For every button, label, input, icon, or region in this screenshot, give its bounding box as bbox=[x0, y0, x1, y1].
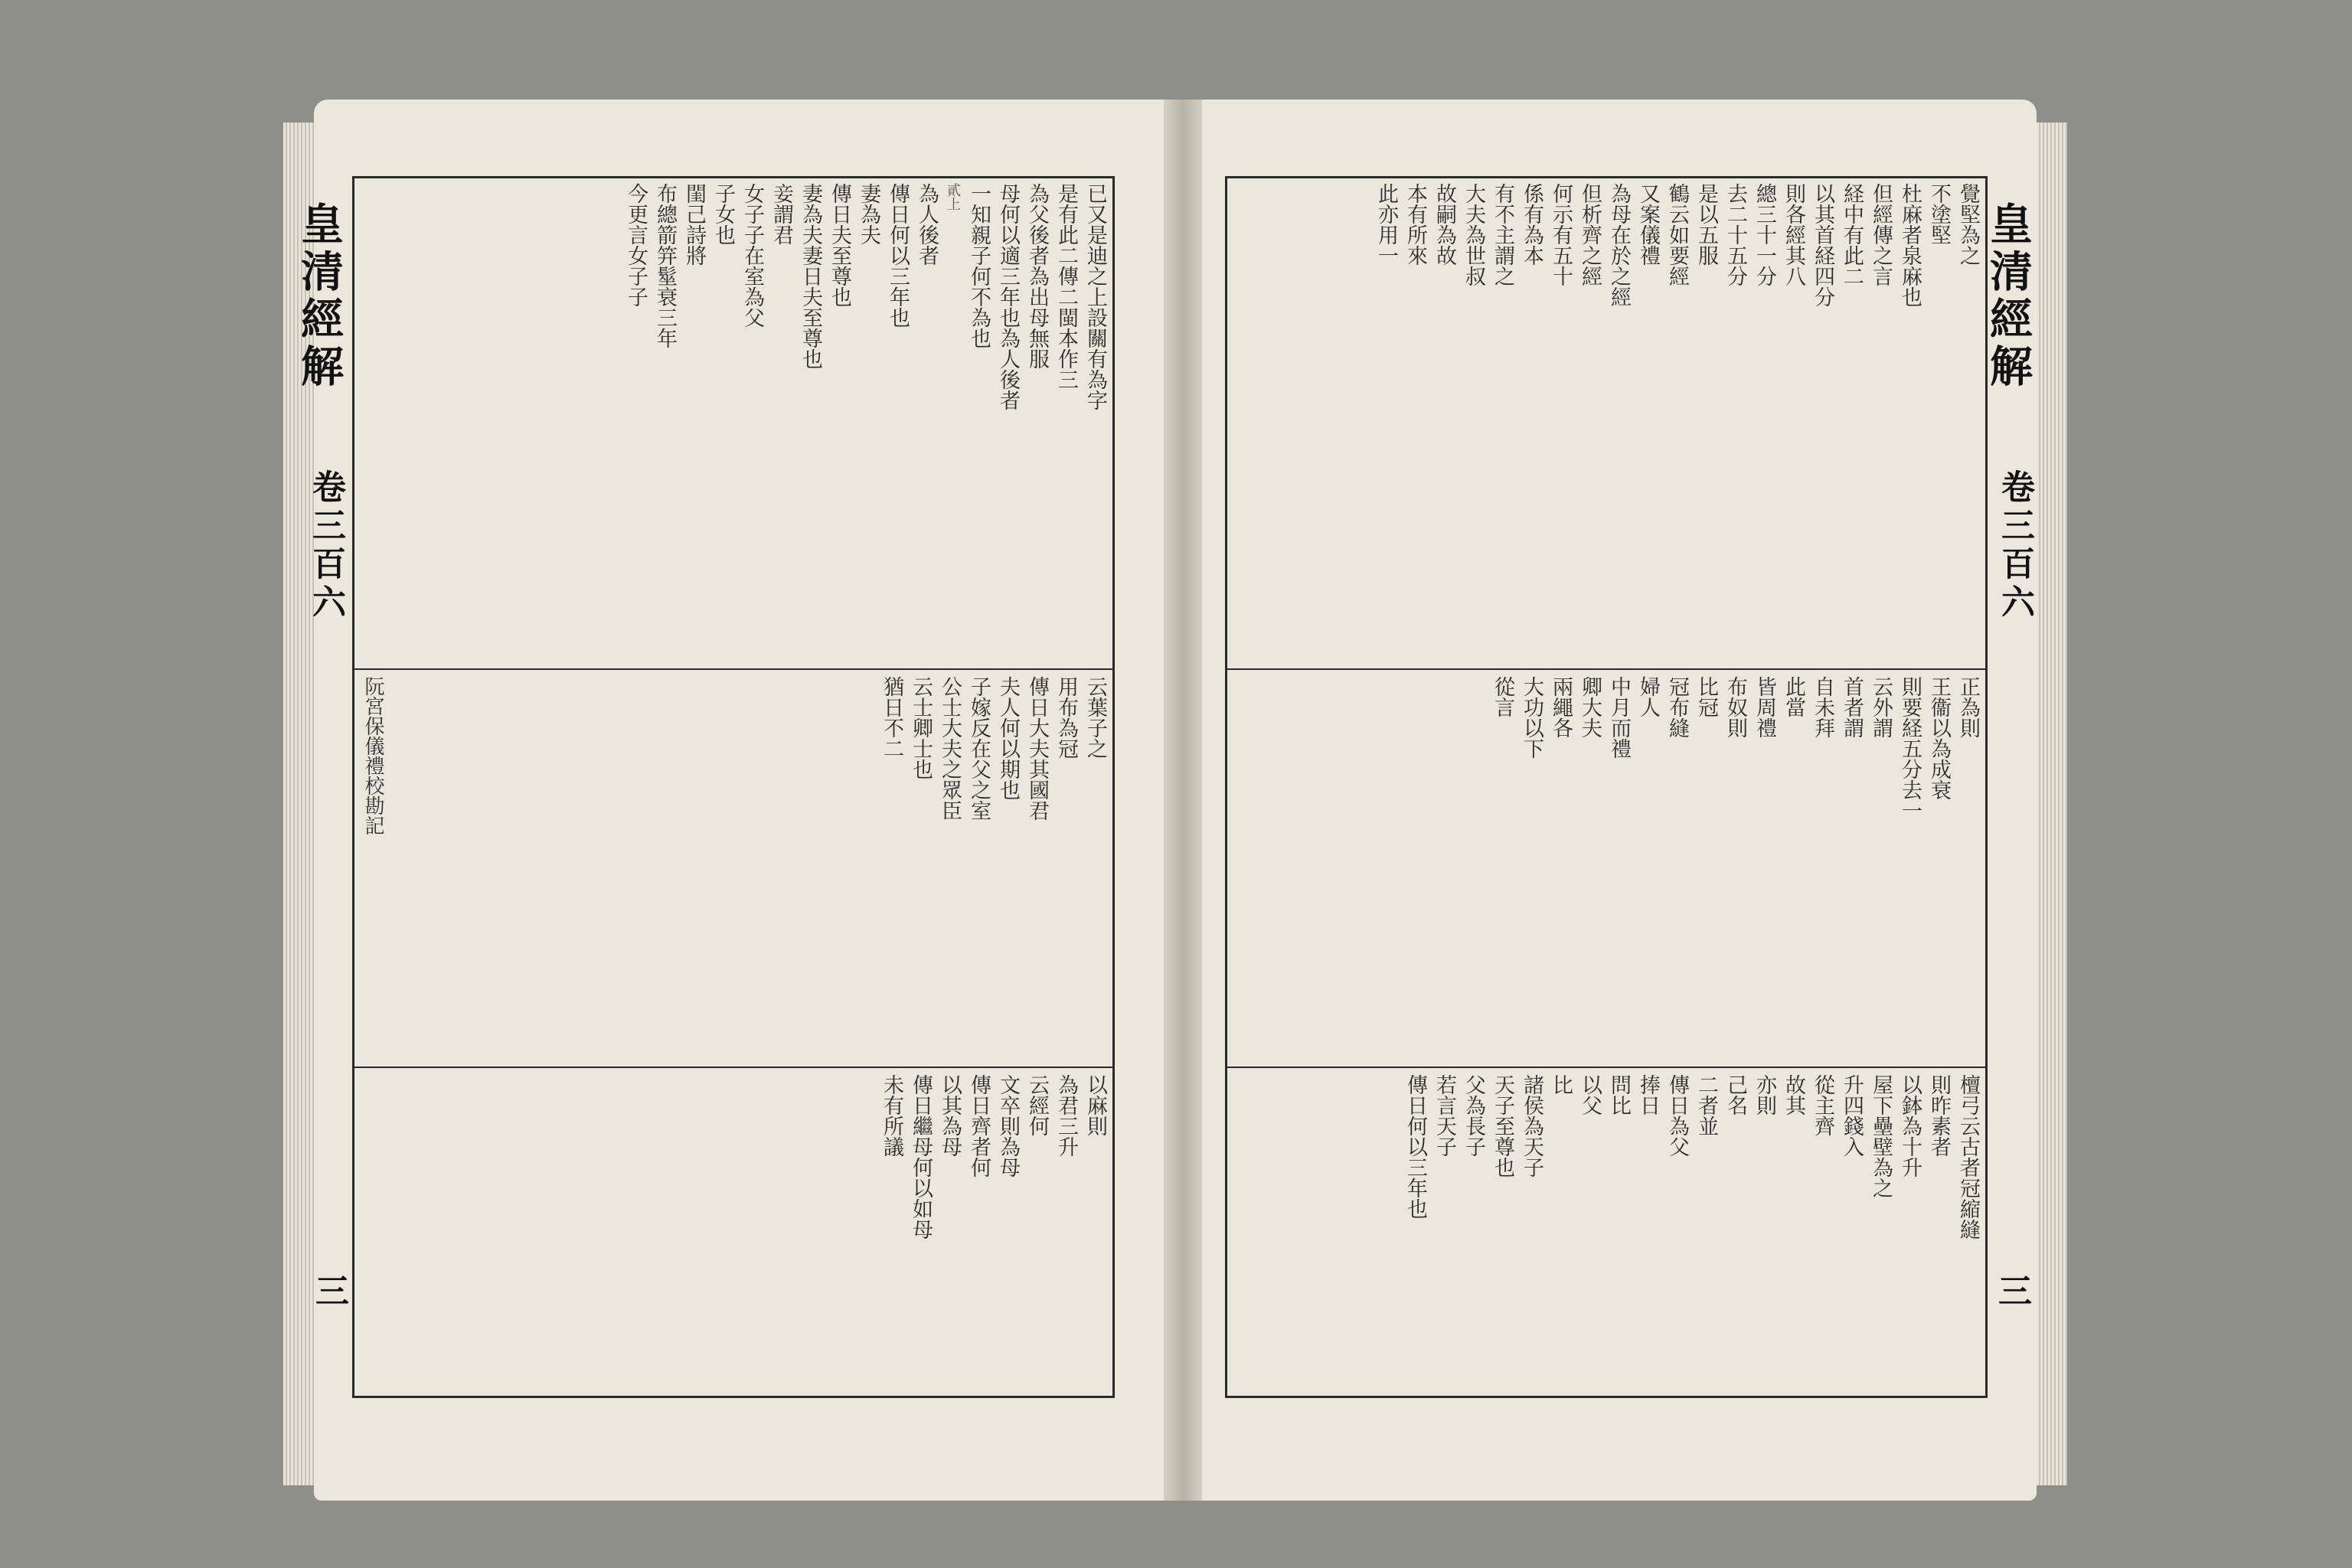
left-top-col: 為人後者 bbox=[915, 183, 939, 266]
right-register-rule-1 bbox=[1227, 668, 1985, 670]
left-mid-col: 猶日不二 bbox=[880, 676, 903, 759]
left-top-col: 女子子在室為父 bbox=[740, 183, 764, 328]
left-bot-col: 以麻則 bbox=[1083, 1074, 1107, 1136]
right-bot-col: 升四錢入 bbox=[1840, 1074, 1864, 1157]
right-top-col: 去二十五分 bbox=[1723, 183, 1747, 286]
right-bot-col: 若言天子 bbox=[1432, 1074, 1456, 1157]
right-mid-col: 皆周禮 bbox=[1753, 676, 1776, 738]
right-text-frame bbox=[1225, 176, 2034, 1398]
right-top-col: 此亦用一 bbox=[1374, 183, 1398, 266]
right-top-col: 是以五服 bbox=[1694, 183, 1718, 266]
right-top-col: 大夫為世叔 bbox=[1462, 183, 1485, 286]
right-mid-col: 王衞以為成衰 bbox=[1927, 676, 1951, 800]
left-footer-note: 阮宮保儀禮校勘記 bbox=[361, 676, 384, 835]
right-bot-col: 天子至尊也 bbox=[1491, 1074, 1514, 1178]
right-bot-col: 傳日為父 bbox=[1665, 1074, 1689, 1157]
right-bot-col: 檀弓云古者冠縮縫 bbox=[1956, 1074, 1980, 1240]
left-top-col: 母何以適三年也為人後者 bbox=[996, 183, 1020, 410]
open-book bbox=[283, 77, 2067, 1531]
right-top-col: 本有所來 bbox=[1403, 183, 1427, 266]
left-mid-col: 傳日大夫其國君 bbox=[1025, 676, 1049, 821]
right-bot-col: 捧日 bbox=[1636, 1074, 1660, 1116]
right-top-col: 故嗣為故 bbox=[1432, 183, 1456, 266]
right-margin-title: 皇清經解 bbox=[1983, 201, 2034, 391]
book-spine bbox=[1164, 100, 1202, 1501]
right-register-rule-2 bbox=[1227, 1067, 1985, 1068]
left-top-col: 已又是迪之上設關有為字 bbox=[1083, 183, 1107, 410]
right-top-col: 係有為本 bbox=[1520, 183, 1544, 266]
right-bot-col: 從主齊 bbox=[1811, 1074, 1834, 1136]
left-bot-col: 未有所議 bbox=[880, 1074, 903, 1157]
left-top-col: 妻為夫妻日夫至尊也 bbox=[799, 183, 822, 369]
right-top-col: 有不主謂之 bbox=[1491, 183, 1514, 286]
right-mid-col: 首者謂 bbox=[1840, 676, 1864, 738]
right-top-col: 總三十一分 bbox=[1753, 183, 1776, 286]
right-top-col: 又案儀禮 bbox=[1636, 183, 1660, 266]
right-mid-col: 布奴則 bbox=[1723, 676, 1747, 738]
right-bot-col: 比 bbox=[1549, 1074, 1573, 1095]
left-register-rule-1 bbox=[354, 668, 1112, 670]
left-mid-col: 用布為冠 bbox=[1054, 676, 1078, 759]
right-page-number: 三 bbox=[1992, 1273, 2031, 1307]
left-top-col: 一知親子何不為也 bbox=[967, 183, 991, 348]
right-page-edges bbox=[2037, 122, 2067, 1485]
left-mid-col: 夫人何以期也 bbox=[996, 676, 1020, 800]
right-mid-col: 兩繩各 bbox=[1549, 676, 1573, 738]
right-top-col: 但經傳之言 bbox=[1869, 183, 1893, 286]
left-bot-col: 為君三升 bbox=[1054, 1074, 1078, 1157]
left-mid-col: 子嫁反在父之室 bbox=[967, 676, 991, 821]
left-bot-col: 云經何 bbox=[1025, 1074, 1049, 1136]
left-volume-marker: 卷三百六 bbox=[306, 469, 345, 622]
left-top-col: 布總箭笄髽衰三年 bbox=[653, 183, 677, 348]
left-mid-col: 公士大夫之眾臣 bbox=[938, 676, 962, 821]
right-bot-col: 問比 bbox=[1607, 1074, 1631, 1116]
right-volume-marker: 卷三百六 bbox=[1995, 469, 2034, 622]
left-top-register bbox=[622, 183, 1108, 658]
right-bot-col: 己名 bbox=[1723, 1074, 1747, 1116]
right-top-col: 覺堅為之 bbox=[1956, 183, 1980, 266]
left-top-col: 妾謂君 bbox=[769, 183, 793, 245]
right-mid-col: 此當 bbox=[1782, 676, 1805, 717]
right-bot-col: 以父 bbox=[1578, 1074, 1602, 1116]
left-bot-col: 以其為母 bbox=[938, 1074, 962, 1157]
left-bot-col: 傳日齊者何 bbox=[967, 1074, 991, 1178]
right-mid-col: 則要経五分去一 bbox=[1898, 676, 1922, 821]
left-mid-col: 云士卿士也 bbox=[909, 676, 933, 779]
right-top-col: 但析齊之經 bbox=[1578, 183, 1602, 286]
right-top-col: 則各經其八 bbox=[1782, 183, 1805, 286]
right-bot-col: 亦則 bbox=[1753, 1074, 1776, 1116]
left-top-col: 是有此二傳二閩本作三 bbox=[1054, 183, 1078, 390]
left-top-col: 妻為夫 bbox=[857, 183, 880, 245]
right-bot-col: 父為長子 bbox=[1462, 1074, 1485, 1157]
left-mid-col: 云葉子之 bbox=[1083, 676, 1107, 759]
left-top-col: 為父後者為出母無服 bbox=[1025, 183, 1049, 369]
right-top-col: 不塗堅 bbox=[1927, 183, 1951, 245]
right-bot-col: 諸侯為天子 bbox=[1520, 1074, 1544, 1178]
left-top-col: 傳日何以三年也 bbox=[886, 183, 910, 328]
right-bot-col: 屋下壘壁為之 bbox=[1869, 1074, 1893, 1198]
right-bottom-register bbox=[1402, 1074, 1981, 1388]
right-mid-col: 卿大夫 bbox=[1578, 676, 1602, 738]
right-top-col: 経中有此二 bbox=[1840, 183, 1864, 286]
right-top-col: 為母在於之經 bbox=[1607, 183, 1631, 307]
right-top-col: 鶴云如要經 bbox=[1665, 183, 1689, 286]
right-mid-col: 中月而禮 bbox=[1607, 676, 1631, 759]
right-bot-col: 二者並 bbox=[1694, 1074, 1718, 1136]
right-mid-col: 自未拜 bbox=[1811, 676, 1834, 738]
right-bot-col: 以鉢為十升 bbox=[1898, 1074, 1922, 1178]
left-page-number: 三 bbox=[309, 1273, 348, 1307]
right-mid-col: 云外謂 bbox=[1869, 676, 1893, 738]
left-top-col: 子女也 bbox=[711, 183, 735, 245]
right-top-col: 杜麻者泉麻也 bbox=[1898, 183, 1922, 307]
right-bot-col: 則昨素者 bbox=[1927, 1074, 1951, 1157]
left-text-frame bbox=[294, 176, 1115, 1398]
left-register-rule-2 bbox=[354, 1067, 1112, 1068]
left-top-col: 閨己詩將 bbox=[682, 183, 706, 266]
right-top-col: 何示有五十 bbox=[1549, 183, 1573, 286]
right-mid-col: 大功以下 bbox=[1520, 676, 1544, 759]
left-top-col: 今更言女子子 bbox=[624, 183, 648, 307]
right-mid-col: 婦人 bbox=[1636, 676, 1660, 717]
left-top-col: 貳上 bbox=[945, 183, 961, 211]
right-top-register bbox=[1373, 183, 1981, 658]
right-bot-col: 故其 bbox=[1782, 1074, 1805, 1116]
left-margin-title: 皇清經解 bbox=[294, 201, 345, 391]
right-top-col: 以其首経四分 bbox=[1811, 183, 1834, 307]
left-bot-col: 文卒則為母 bbox=[996, 1074, 1020, 1178]
right-middle-register bbox=[1489, 676, 1981, 1059]
right-bot-col: 傳日何以三年也 bbox=[1403, 1074, 1427, 1219]
right-mid-col: 比冠 bbox=[1694, 676, 1718, 717]
left-middle-register bbox=[878, 676, 1108, 1059]
left-top-col: 傳日夫至尊也 bbox=[828, 183, 851, 307]
right-mid-col: 從言 bbox=[1491, 676, 1514, 717]
left-bot-col: 傳日繼母何以如母 bbox=[909, 1074, 933, 1240]
left-bottom-register bbox=[878, 1074, 1108, 1388]
right-mid-col: 正為則 bbox=[1956, 676, 1980, 738]
right-mid-col: 冠布縫 bbox=[1665, 676, 1689, 738]
